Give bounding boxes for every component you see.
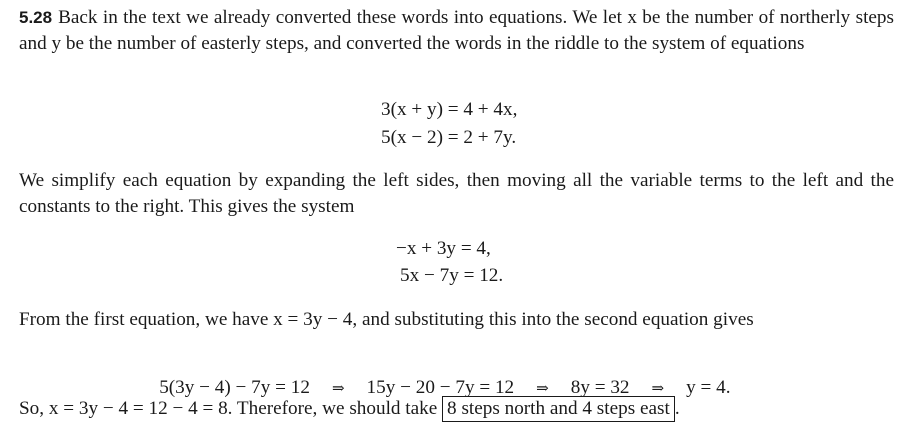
chain-step-3: 8y = 32 [570,377,630,398]
chain-step-1: 5(3y − 4) − 7y = 12 [159,377,310,398]
substitute-paragraph: From the first equation, we have x = 3y − 4, and substituting this into the second equation gives [19,309,754,330]
system1-eq1: 3(x + y) = 4 + 4x, [381,99,518,120]
problem-number: 5.28 [19,8,53,27]
conclusion-prefix: So, x = 3y − 4 = 12 − 4 = 8. Therefore, we should take [19,398,438,419]
simplify-paragraph: We simplify each equation by expanding the left sides, then moving all the variable terms to the left and the constants to the right. This gives the system [19,170,894,217]
system2-eq1: −x + 3y = 4, [396,238,491,259]
chain-step-4: y = 4. [686,377,731,398]
implies-arrow-icon: ⇒ [651,379,665,397]
intro-paragraph [19,5,894,57]
implies-arrow-icon: ⇒ [331,379,345,397]
system1-eq2: 5(x − 2) = 2 + 7y. [381,127,517,148]
conclusion-suffix: . [674,398,680,419]
implies-arrow-icon: ⇒ [536,379,549,397]
system2-eq2: 5x − 7y = 12. [400,265,504,286]
conclusion-paragraph [19,396,894,422]
chain-step-2: 15y − 20 − 7y = 12 [366,377,515,398]
intro-text: Back in the text we already converted these words into equations. We let x be the number of northerly steps and y be the number of easterly steps, and converted the words in the riddle to the system of equations [19,7,894,54]
boxed-answer: 8 steps north and 4 steps east [442,396,675,422]
